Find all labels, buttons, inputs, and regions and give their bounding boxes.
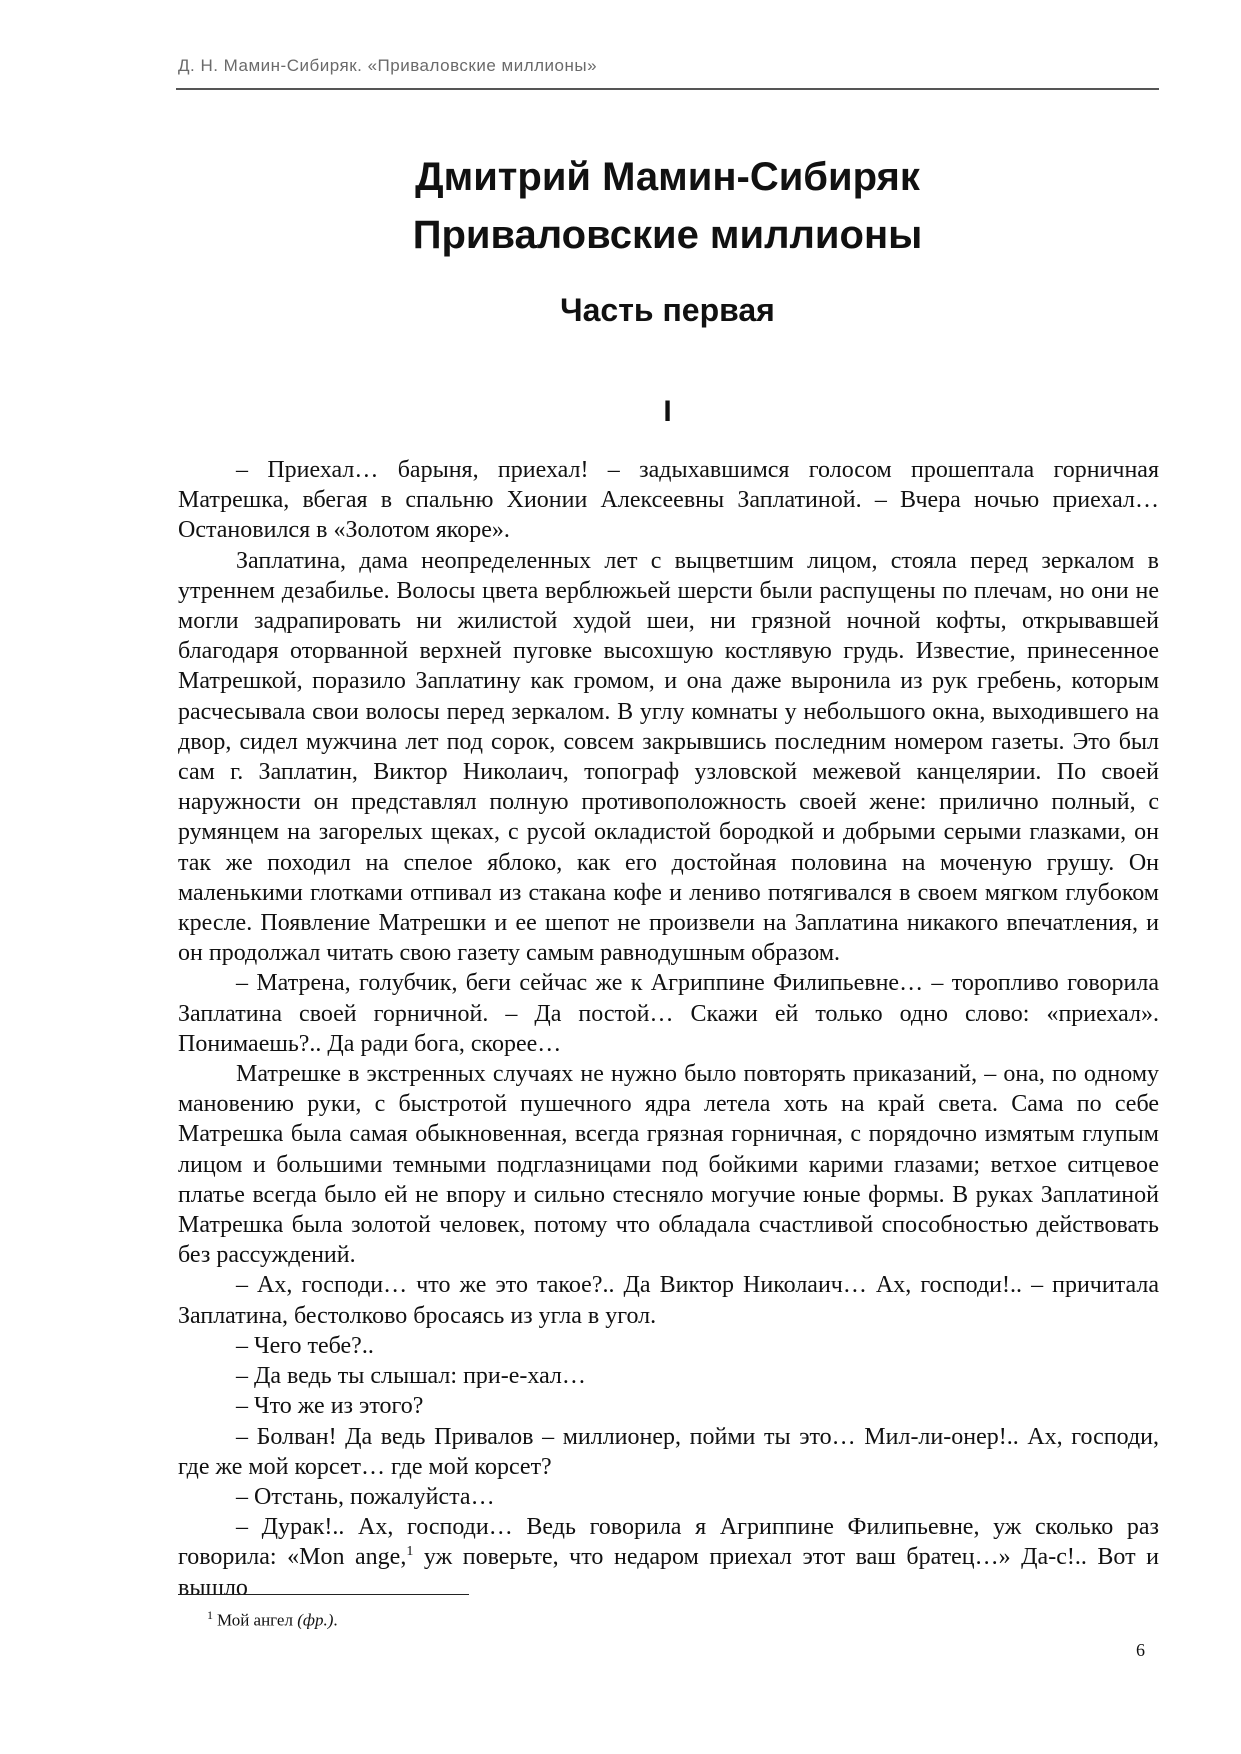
body-text xyxy=(178,455,1159,1603)
paragraph: – Матрена, голубчик, беги сейчас же к Агриппине Филипьевне… – торопливо говорила Заплатина своей горничной. – Да постой… Скажи ей только одно слово: «приехал». Понимаешь?.. Да ради бога, скорее… xyxy=(178,970,1159,1057)
paragraph: – Что же из этого? xyxy=(236,1393,424,1420)
paragraph: – Болван! Да ведь Привалов – миллионер, пойми ты это… Мил-ли-онер!.. Ах, господи, где же мой корсет… где мой корсет? xyxy=(178,1423,1159,1480)
paragraph-text: – Дурак!.. Ах, господи… Ведь говорила я Агриппине Филипьевне, уж сколько раз говорила: «Mon ange, xyxy=(178,1514,1159,1571)
paragraph: – Чего тебе?.. xyxy=(236,1332,374,1359)
paragraph-last xyxy=(178,1512,1159,1603)
footnote-language: (фр.) xyxy=(297,1610,334,1630)
paragraph: Матрешке в экстренных случаях не нужно было повторять приказаний, – она, по одному мановению руки, с быстротой пушечного ядра летела хоть на край света. Сама по себе Матрешка была самая обыкновенная, всегда грязная горничная, с порядочно измятым глупым лицом и большими темными подглазницами под бойкими карими глазами; ветхое ситцевое платье всегда было ей не впору и сильно стесняло могучие юные формы. В руках Заплатиной Матрешка была золотой человек, потому что обладала счастливой способностью действовать без рассуждений. xyxy=(178,1061,1159,1269)
running-header: Д. Н. Мамин-Сибиряк. «Приваловские миллионы» xyxy=(178,56,598,75)
footnote-text: Мой ангел xyxy=(217,1610,298,1630)
footnote-reference[interactable]: 1 xyxy=(406,1544,414,1560)
paragraph: – Да ведь ты слышал: при-е-хал… xyxy=(236,1363,586,1390)
footnote xyxy=(207,1608,338,1631)
part-title: Часть первая xyxy=(560,292,775,328)
chapter-number: I xyxy=(663,395,672,428)
footnote-marker: 1 xyxy=(207,1608,213,1622)
book-title xyxy=(176,148,1159,264)
title-author: Дмитрий Мамин-Сибиряк xyxy=(415,155,920,199)
paragraph: – Ах, господи… что же это такое?.. Да Виктор Николаич… Ах, господи!.. – причитала Заплатина, бестолково бросаясь из угла в угол. xyxy=(178,1272,1159,1329)
paragraph: – Приехал… барыня, приехал! – задыхавшимся голосом прошептала горничная Матрешка, вбегая в спальню Хионии Алексеевны Заплатиной. – Вчера ночью приехал… Остановился в «Золотом якоре». xyxy=(178,457,1159,544)
footnote-end: . xyxy=(333,1610,338,1630)
header-divider xyxy=(176,88,1159,90)
paragraph-text: уж поверьте, что недаром приехал этот ваш братец…» Да-с!.. Вот и вышло xyxy=(178,1544,1160,1601)
paragraph: Заплатина, дама неопределенных лет с выцветшим лицом, стояла перед зеркалом в утреннем дезабилье. Волосы цвета верблюжьей шерсти были распущены по плечам, но они не могли задрапировать ни жилистой худой шеи, ни грязной ночной кофты, открывавшей благодаря оторванной верхней пуговке высохшую костлявую грудь. Известие, принесенное Матрешкой, поразило Заплатину как громом, и она даже выронила из рук гребень, которым расчесывала свои волосы перед зеркалом. В углу комнаты у небольшого окна, выходившего на двор, сидел мужчина лет под сорок, совсем закрывшись последним номером газеты. Это был сам г. Заплатин, Виктор Николаич, топограф узловской межевой канцелярии. По своей наружности он представлял полную противоположность своей жене: прилично полный, с румянцем на загорелых щеках, с русой окладистой бородкой и добрыми серыми глазками, он так же походил на спелое яблоко, как его достойная половина на моченую грушу. Он маленькими глотками отпивал из стакана кофе и лениво потягивался в своем мягком глубоком кресле. Появление Матрешки и ее шепот не произвели на Заплатина никакого впечатления, и он продолжал читать свою газету самым равнодушным образом. xyxy=(178,547,1159,967)
paragraph: – Отстань, пожалуйста… xyxy=(236,1483,495,1510)
footnote-divider xyxy=(178,1594,469,1595)
page-number: 6 xyxy=(1136,1640,1145,1660)
title-book: Приваловские миллионы xyxy=(412,213,923,257)
